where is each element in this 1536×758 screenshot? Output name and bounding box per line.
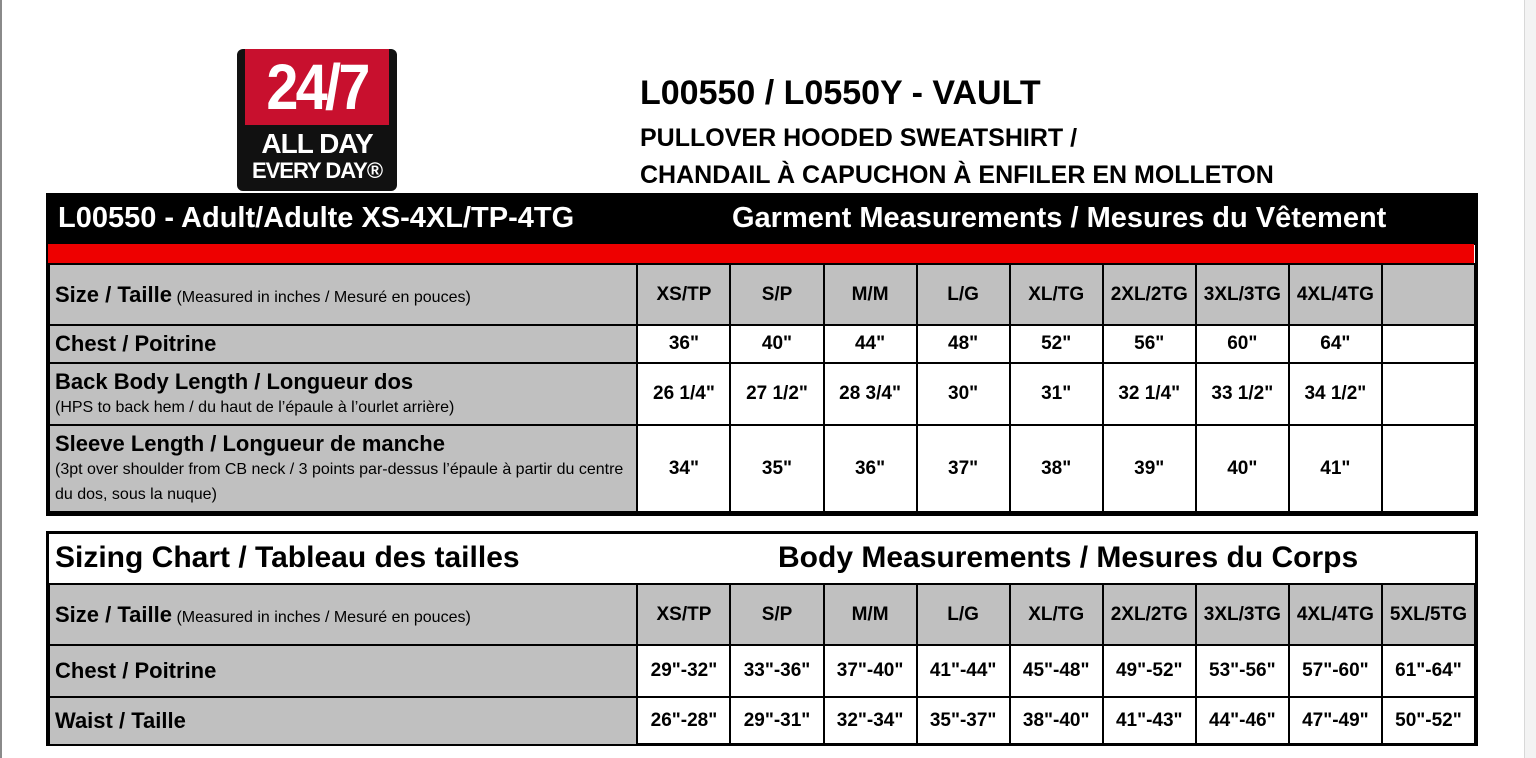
product-subtitle-en: PULLOVER HOODED SWEATSHIRT /	[640, 124, 1078, 152]
value-cell: 33"-36"	[730, 645, 823, 697]
row-label: Chest / Poitrine	[55, 331, 217, 356]
value-cell: 33 1/2"	[1196, 363, 1289, 425]
value-cell: 41"	[1289, 425, 1382, 512]
row-label-cell	[49, 697, 637, 745]
page-left-edge	[0, 0, 2, 758]
value-cell: 53"-56"	[1196, 645, 1289, 697]
value-cell: 36"	[637, 325, 730, 363]
value-cell: 49"-52"	[1103, 645, 1196, 697]
size-cell: S/P	[730, 264, 823, 325]
value-cell: 56"	[1103, 325, 1196, 363]
row-label-cell	[49, 325, 637, 363]
value-cell: 52"	[1010, 325, 1103, 363]
body-measurements-table	[48, 583, 1476, 746]
size-cell: 5XL/5TG	[1382, 584, 1475, 645]
value-cell: 57"-60"	[1289, 645, 1382, 697]
value-cell: 41"-44"	[917, 645, 1010, 697]
row-label-cell	[49, 645, 637, 697]
sizing-chart-title: Sizing Chart / Tableau des tailles	[55, 541, 520, 574]
size-unit-note: (Measured in inches / Mesuré en pouces)	[176, 288, 471, 306]
table-row	[49, 325, 1475, 363]
logo-24-7: 24/7	[245, 49, 389, 125]
value-cell: 26 1/4"	[637, 363, 730, 425]
size-cell: S/P	[730, 584, 823, 645]
garment-measurements-table	[48, 263, 1476, 513]
value-cell: 37"	[917, 425, 1010, 512]
value-cell: 29"-32"	[637, 645, 730, 697]
value-cell: 40"	[1196, 425, 1289, 512]
size-cell: 2XL/2TG	[1103, 584, 1196, 645]
size-label: Size / Taille	[55, 281, 172, 307]
size-cell: L/G	[917, 264, 1010, 325]
value-cell: 30"	[917, 363, 1010, 425]
value-cell: 50"-52"	[1382, 697, 1475, 745]
scrollbar-track[interactable]	[1524, 0, 1536, 758]
value-cell: 35"	[730, 425, 823, 512]
value-cell: 40"	[730, 325, 823, 363]
row-label: Sleeve Length / Longueur de manche	[55, 430, 445, 456]
value-cell: 26"-28"	[637, 697, 730, 745]
logo-all-day: ALL DAY	[261, 128, 373, 159]
size-cell: 4XL/4TG	[1289, 584, 1382, 645]
value-cell	[1382, 425, 1475, 512]
size-label: Size / Taille	[55, 601, 172, 627]
size-cell: M/M	[824, 584, 917, 645]
body-measurements-title: Body Measurements / Mesures du Corps	[778, 541, 1359, 574]
row-label: Back Body Length / Longueur dos	[55, 368, 414, 394]
value-cell	[1382, 363, 1475, 425]
size-cell: L/G	[917, 584, 1010, 645]
value-cell: 38"-40"	[1010, 697, 1103, 745]
size-header-row	[49, 584, 1475, 645]
size-label-cell	[49, 584, 637, 645]
size-cell: XS/TP	[637, 264, 730, 325]
value-cell: 60"	[1196, 325, 1289, 363]
garment-measurements-title: Garment Measurements / Mesures du Vêtement	[732, 202, 1387, 234]
product-title: L00550 / L0550Y - VAULT	[640, 74, 1041, 112]
table-row	[49, 425, 1475, 512]
value-cell: 34 1/2"	[1289, 363, 1382, 425]
value-cell: 48"	[917, 325, 1010, 363]
logo-every-day: EVERY DAY®	[251, 158, 383, 183]
size-cell: XS/TP	[637, 584, 730, 645]
size-label-cell	[49, 264, 637, 325]
value-cell: 44"	[824, 325, 917, 363]
row-label-cell	[49, 425, 637, 512]
value-cell: 32"-34"	[824, 697, 917, 745]
size-cell: 3XL/3TG	[1196, 264, 1289, 325]
value-cell: 32 1/4"	[1103, 363, 1196, 425]
value-cell: 35"-37"	[917, 697, 1010, 745]
value-cell	[1382, 325, 1475, 363]
product-subtitle-fr: CHANDAIL À CAPUCHON À ENFILER EN MOLLETON	[640, 161, 1274, 189]
size-header-row	[49, 264, 1475, 325]
value-cell: 45"-48"	[1010, 645, 1103, 697]
value-cell: 37"-40"	[824, 645, 917, 697]
value-cell: 36"	[824, 425, 917, 512]
value-cell: 61"-64"	[1382, 645, 1475, 697]
row-note: (3pt over shoulder from CB neck / 3 points par-dessus l’épaule à partir du centre du dos, sous la nuque)	[55, 460, 624, 503]
size-cell: 2XL/2TG	[1103, 264, 1196, 325]
garment-header-bar	[46, 193, 1478, 242]
value-cell: 31"	[1010, 363, 1103, 425]
value-cell: 44"-46"	[1196, 697, 1289, 745]
size-cell: 4XL/4TG	[1289, 264, 1382, 325]
row-label: Chest / Poitrine	[55, 658, 217, 683]
value-cell: 34"	[637, 425, 730, 512]
brand-logo	[237, 49, 397, 191]
table-row	[49, 363, 1475, 425]
size-unit-note: (Measured in inches / Mesuré en pouces)	[176, 608, 471, 626]
table-row	[49, 645, 1475, 697]
value-cell: 38"	[1010, 425, 1103, 512]
size-cell: XL/TG	[1010, 584, 1103, 645]
red-divider	[48, 244, 1474, 263]
size-cell: M/M	[824, 264, 917, 325]
size-cell: XL/TG	[1010, 264, 1103, 325]
value-cell: 29"-31"	[730, 697, 823, 745]
size-cell: 3XL/3TG	[1196, 584, 1289, 645]
value-cell: 41"-43"	[1103, 697, 1196, 745]
garment-range-title: L00550 - Adult/Adulte XS-4XL/TP-4TG	[58, 202, 575, 234]
value-cell: 27 1/2"	[730, 363, 823, 425]
value-cell: 39"	[1103, 425, 1196, 512]
value-cell: 47"-49"	[1289, 697, 1382, 745]
row-label-cell	[49, 363, 637, 425]
value-cell: 28 3/4"	[824, 363, 917, 425]
value-cell: 64"	[1289, 325, 1382, 363]
table-row	[49, 697, 1475, 745]
row-note: (HPS to back hem / du haut de l’épaule à l’ourlet arrière)	[55, 398, 455, 416]
size-cell	[1382, 264, 1475, 325]
row-label: Waist / Taille	[55, 708, 186, 733]
